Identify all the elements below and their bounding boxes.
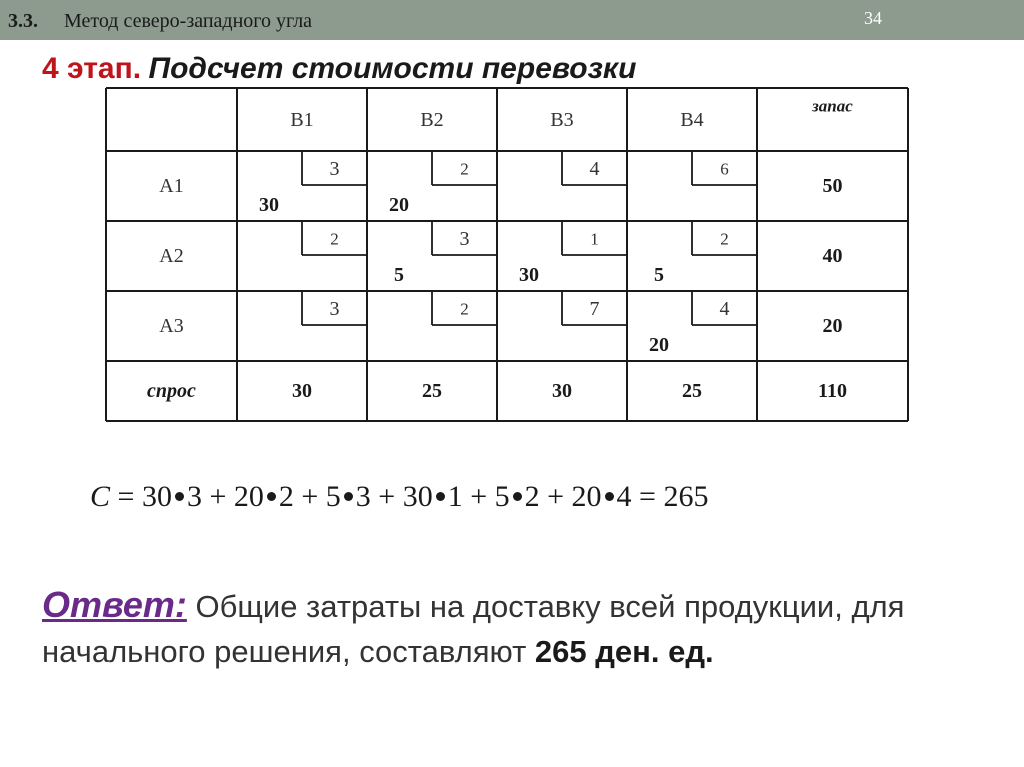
formula-plus-4: + [462,480,495,513]
formula-plus-2: + [293,480,326,513]
formula-cost-2: 2 [278,480,294,513]
formula-cost-6: 4 [616,480,632,513]
formula-lhs: C [90,480,111,513]
demand-4: 25 [682,380,702,402]
stage-number: 4 этап. [42,52,142,85]
multiply-dot-5 [513,492,522,501]
multiply-dot-4 [436,492,445,501]
total-balance: 110 [818,380,847,402]
stage-title: Подсчет стоимости перевозки [148,52,637,85]
formula-plus-3: + [370,480,403,513]
multiply-dot-3 [344,492,353,501]
cost-formula [90,480,708,520]
stock-header: запас [812,96,853,116]
demand-1: 30 [292,380,312,402]
supplier-label-2: А2 [159,245,184,267]
cost-1-1: 3 [329,158,340,180]
consumer-header-3: В3 [550,109,574,131]
cost-2-2: 3 [459,228,470,250]
formula-plus-1: + [201,480,234,513]
stock-3: 20 [822,315,843,337]
answer-text: Общие затраты на доставку всей продукции, для начального решения, составляют [42,589,905,669]
demand-label: спрос [147,380,196,402]
formula-amount-2: 20 [233,480,264,513]
cost-2-1: 2 [330,229,339,249]
cost-3-4: 4 [719,298,730,320]
section-title: Метод северо-западного угла [64,10,313,32]
formula-cost-3: 3 [355,480,371,513]
allocation-2-3: 30 [519,264,539,286]
formula-cost-5: 2 [524,480,540,513]
formula-equals-2: = [631,480,664,513]
formula-cost-1: 3 [186,480,202,513]
allocation-2-4: 5 [654,264,664,286]
cost-3-1: 3 [329,298,340,320]
formula-amount-1: 30 [141,480,172,513]
section-number: 3.3. [8,10,38,32]
cost-3-2: 2 [460,299,469,319]
allocation-1-1: 30 [259,194,279,216]
cost-3-3: 7 [589,298,600,320]
slide-number: 34 [864,8,882,28]
formula-plus-5: + [539,480,572,513]
stock-1: 50 [822,175,843,197]
multiply-dot-2 [267,492,276,501]
cost-2-4: 2 [720,229,729,249]
cost-1-4: 6 [720,159,729,179]
answer-value: 265 ден. ед. [534,634,714,669]
formula-cost-4: 1 [447,480,463,513]
formula-result: 265 [663,480,709,513]
formula-amount-4: 30 [402,480,433,513]
answer-label: Ответ: [42,584,187,625]
supplier-label-1: А1 [159,175,184,197]
formula-amount-3: 5 [325,480,341,513]
demand-3: 30 [552,380,572,402]
multiply-dot-6 [605,492,614,501]
allocation-2-2: 5 [394,264,404,286]
consumer-header-2: В2 [420,109,444,131]
demand-2: 25 [422,380,442,402]
consumer-header-1: В1 [290,109,314,131]
supplier-label-3: А3 [159,315,184,337]
formula-amount-5: 5 [494,480,510,513]
allocation-1-2: 20 [389,194,409,216]
answer-block [42,582,992,674]
multiply-dot-1 [175,492,184,501]
consumer-header-4: В4 [680,109,704,131]
formula-amount-6: 20 [571,480,602,513]
cost-1-2: 2 [460,159,469,179]
formula-equals: = [110,480,142,513]
stock-2: 40 [822,245,843,267]
cost-1-3: 4 [589,158,600,180]
allocation-3-4: 20 [649,334,669,356]
cost-2-3: 1 [590,229,599,249]
